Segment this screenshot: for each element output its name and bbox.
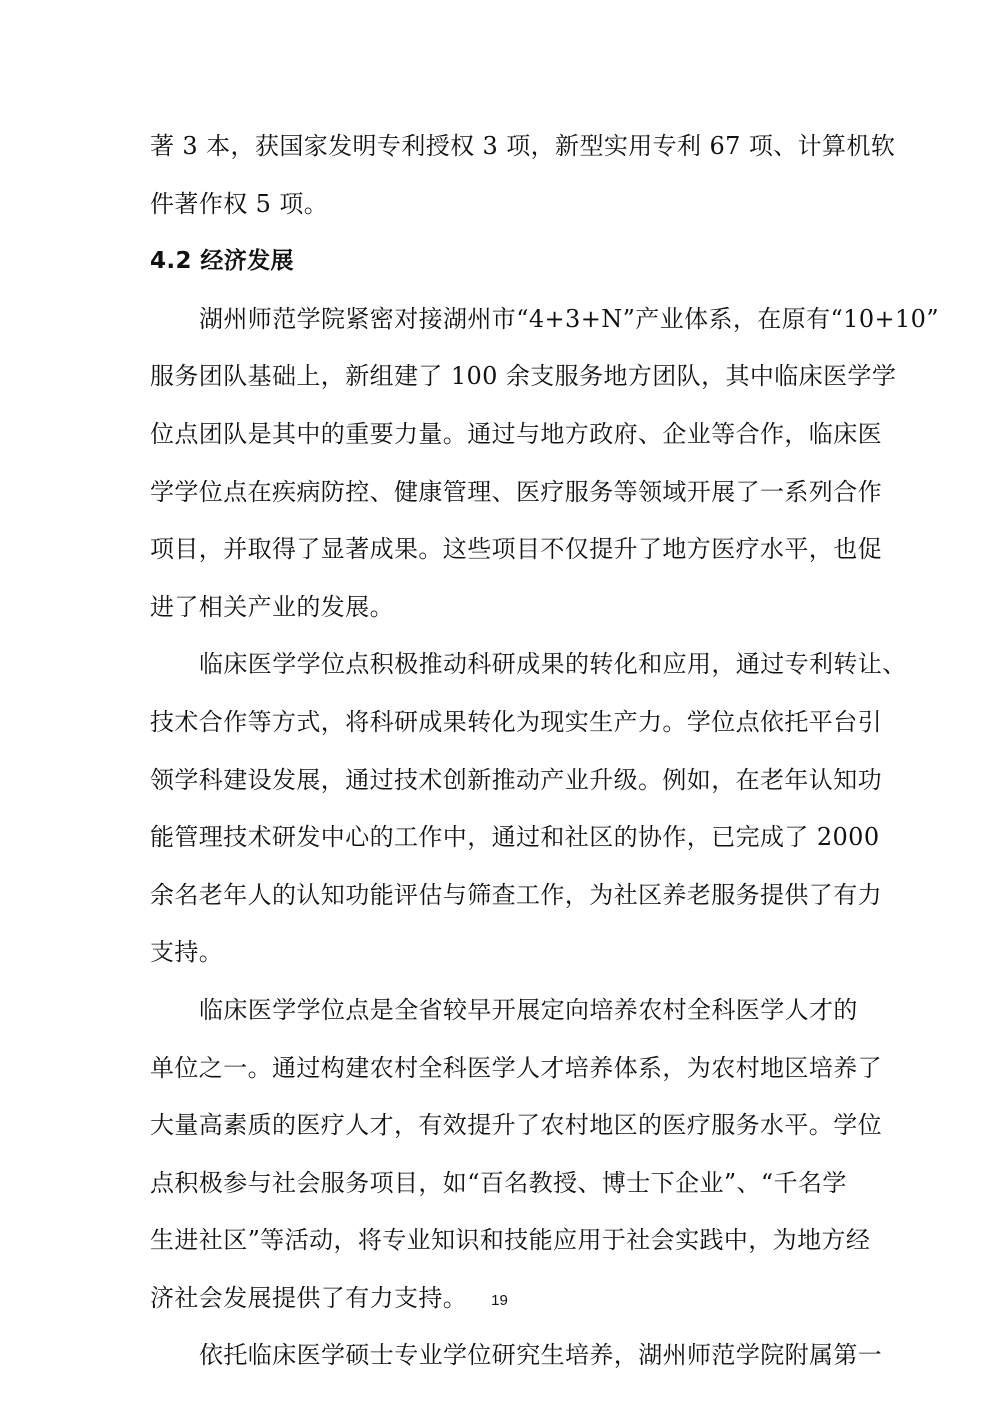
paragraph-line: 生进社区”等活动，将专业知识和技能应用于社会实践中，为地方经 — [150, 1226, 871, 1255]
paragraph-line: 点积极参与社会服务项目，如“百名教授、博士下企业”、“千名学 — [150, 1168, 847, 1197]
paragraph-line: 济社会发展提供了有力支持。 — [150, 1283, 468, 1312]
paragraph-line: 大量高素质的医疗人才，有效提升了农村地区的医疗服务水平。学位 — [150, 1111, 882, 1140]
paragraph-line: 余名老年人的认知功能评估与筛查工作，为社区养老服务提供了有力 — [150, 880, 882, 909]
paragraph-first-line: 临床医学学位点是全省较早开展定向培养农村全科医学人才的 — [199, 995, 858, 1024]
paragraph-first-line: 湖州师范学院紧密对接湖州市“4+3+N”产业体系，在原有“10+10” — [199, 304, 940, 333]
paragraph-line: 件著作权 5 项。 — [150, 189, 329, 218]
page-number: 19 — [491, 1292, 508, 1309]
paragraph-line: 项目，并取得了显著成果。这些项目不仅提升了地方医疗水平，也促 — [150, 535, 882, 564]
section-heading: 4.2 经济发展 — [150, 248, 294, 275]
paragraph-line: 领学科建设发展，通过技术创新推动产业升级。例如，在老年认知功 — [150, 765, 882, 794]
paragraph-line: 学学位点在疾病防控、健康管理、医疗服务等领域开展了一系列合作 — [150, 477, 882, 506]
paragraph-line: 进了相关产业的发展。 — [150, 592, 394, 621]
paragraph-line: 位点团队是其中的重要力量。通过与地方政府、企业等合作，临床医 — [150, 419, 882, 448]
body-text — [150, 118, 940, 1385]
paragraph-line: 支持。 — [150, 938, 224, 967]
paragraph-line: 单位之一。通过构建农村全科医学人才培养体系，为农村地区培养了 — [150, 1053, 882, 1082]
paragraph-line: 能管理技术研发中心的工作中，通过和社区的协作，已完成了 2000 — [150, 823, 880, 852]
paragraph-line: 服务团队基础上，新组建了 100 余支服务地方团队，其中临床医学学 — [150, 362, 897, 391]
paragraph-line: 著 3 本，获国家发明专利授权 3 项，新型实用专利 67 项、计算机软 — [150, 132, 896, 160]
paragraph-first-line: 依托临床医学硕士专业学位研究生培养，湖州师范学院附属第一 — [199, 1341, 883, 1370]
paragraph-first-line: 临床医学学位点积极推动科研成果的转化和应用，通过专利转让、 — [199, 650, 907, 679]
paragraph-line: 技术合作等方式，将科研成果转化为现实生产力。学位点依托平台引 — [150, 707, 882, 736]
